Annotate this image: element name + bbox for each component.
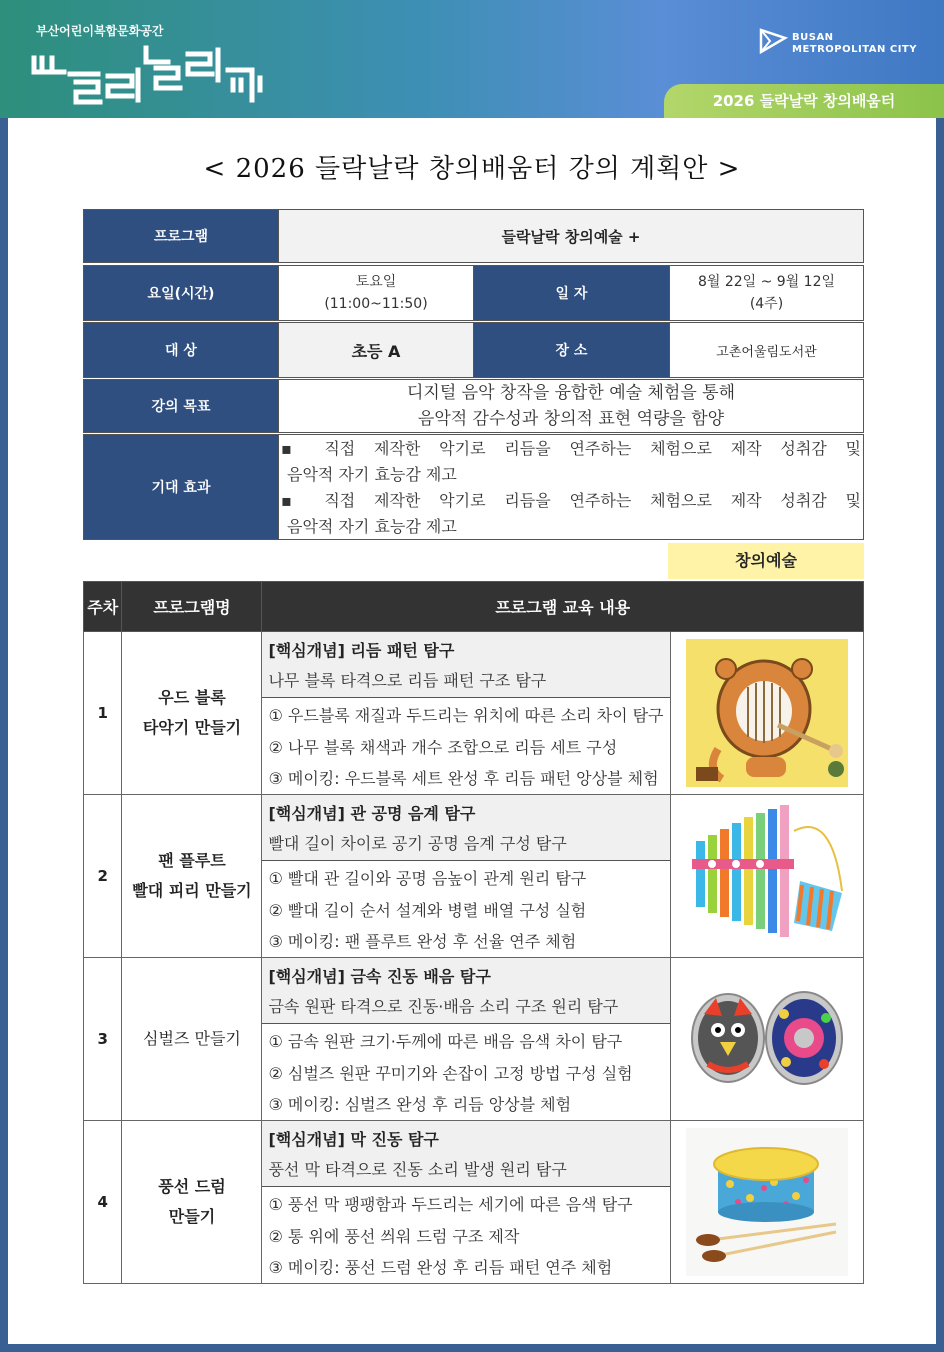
table-row [84,1121,864,1284]
step-2: ② 심벌즈 원판 꾸미기와 손잡이 고정 방법 구성 실험 [268,1063,633,1083]
busan-emblem-icon [758,26,788,56]
table-row [84,632,864,795]
effect2-line1: ▪ 직접 제작한 악기로 리듬을 연주하는 체험으로 제작 성취감 및 [281,491,861,510]
effect2-line2: 음악적 자기 효능감 제고 [287,517,457,536]
step-1: ① 금속 원판 크기·두께에 따른 배음 음색 차이 탐구 [268,1032,623,1051]
header-banner [0,0,944,118]
program-image [670,795,863,958]
step-2: ② 빨대 길이 순서 설계와 병렬 배열 구성 실험 [268,900,587,920]
goal-value [279,380,864,433]
effect-label: 기대 효과 [84,435,279,540]
date-value: 8월 22일 ~ 9월 12일 [697,274,836,290]
effect1-line2: 음악적 자기 효능감 제고 [287,465,457,484]
step-2: ② 통 위에 풍선 씌워 드럼 구조 제작 [268,1226,520,1246]
col-name: 프로그램명 [122,582,262,632]
time-value: (11:00~11:50) [324,296,428,312]
step-3: ③ 메이킹: 팬 플루트 완성 후 선율 연주 체험 [268,932,577,951]
program-image [670,958,863,1121]
goal-line2: 음악적 감수성과 창의적 표현 역량을 함양 [417,409,725,429]
week-number: 4 [84,1121,122,1284]
date-label: 일 자 [474,266,670,321]
info-goal [83,379,864,433]
core-concept: [핵심개념] 금속 진동 배음 탐구 [268,967,491,986]
step-3: ③ 메이킹: 풍선 드럼 완성 후 리듬 패턴 연주 체험 [268,1258,613,1277]
core-concept: [핵심개념] 막 진동 탐구 [268,1130,439,1149]
day-time-value [279,266,474,321]
program-name: 풍선 드럼 만들기 [122,1121,262,1284]
effect1-line1: ▪ 직접 제작한 악기로 리듬을 연주하는 체험으로 제작 성취감 및 [281,439,861,458]
pan-flute-icon [682,801,852,951]
program-content [262,632,670,795]
logo-text: 들락날락 [28,40,32,41]
step-1: ① 풍선 막 팽팽함과 두드리는 세기에 따른 음색 탐구 [268,1195,633,1214]
step-3: ③ 메이킹: 심벌즈 완성 후 리듬 앙상블 체험 [268,1095,572,1114]
program-name: 팬 플루트 빨대 피리 만들기 [122,795,262,958]
page-title: < 2026 들락날락 창의배움터 강의 계획안 > [203,154,741,184]
core-concept: [핵심개념] 리듬 패턴 탐구 [268,641,455,660]
concept-desc: 나무 블록 타격으로 리듬 패턴 구조 탐구 [268,671,547,690]
place-value: 고촌어울림도서관 [670,323,864,378]
target-value: 초등 A [279,323,474,378]
program-content [262,958,670,1121]
org-name: 부산어린이복합문화공간 [36,24,164,38]
program-image [670,1121,863,1284]
category-badge: 창의예술 [668,543,864,579]
table-header-row [84,582,864,632]
program-content [262,1121,670,1284]
step-2: ② 나무 블록 채색과 개수 조합으로 리듬 세트 구성 [268,737,618,757]
program-label: 프로그램 [84,210,279,263]
header-tag: 2026 들락날락 창의배움터 [664,84,944,118]
info-schedule [83,265,864,321]
step-1: ① 빨대 관 길이와 공명 음높이 관계 원리 탐구 [268,869,587,888]
step-3: ③ 메이킹: 우드블록 세트 완성 후 리듬 패턴 앙상블 체험 [268,769,659,788]
weeks-value: (4주) [749,296,784,312]
step-1: ① 우드블록 재질과 두드리는 위치에 따른 소리 차이 탐구 [268,706,664,725]
week-number: 3 [84,958,122,1121]
info-effect [83,434,864,540]
busan-line1: BUSAN [792,32,834,43]
info-program [83,209,864,263]
effect-value [279,435,864,540]
program-content [262,795,670,958]
goal-line1: 디지털 음악 창작을 융합한 예술 체험을 통해 [406,383,736,403]
core-concept: [핵심개념] 관 공명 음계 탐구 [268,804,476,823]
target-label: 대 상 [84,323,279,378]
table-row [84,958,864,1121]
busan-line2: METROPOLITAN CITY [792,44,917,55]
week-number: 1 [84,632,122,795]
col-content: 프로그램 교육 내용 [262,582,864,632]
day-label: 요일(시간) [84,266,279,321]
concept-desc: 빨대 길이 차이로 공기 공명 음계 구성 탐구 [268,834,567,853]
info-target [83,322,864,378]
program-value: 들락날락 창의예술 + [279,210,864,263]
place-label: 장 소 [474,323,670,378]
balloon-drum-icon [686,1128,848,1276]
program-name: 우드 블록 타악기 만들기 [122,632,262,795]
concept-desc: 금속 원판 타격으로 진동·배음 소리 구조 원리 탐구 [268,997,619,1016]
goal-label: 강의 목표 [84,380,279,433]
concept-desc: 풍선 막 타격으로 진동 소리 발생 원리 탐구 [268,1160,567,1179]
program-image [670,632,863,795]
day-value: 토요일 [355,274,397,290]
deullak-logo [28,40,268,110]
tiger-wood-block-icon [686,639,848,787]
busan-city-logo [758,26,918,62]
program-table [83,581,864,1284]
date-weeks-value [670,266,864,321]
col-week: 주차 [84,582,122,632]
program-name: 심벌즈 만들기 [122,958,262,1121]
table-row [84,795,864,958]
cymbals-icon [686,984,848,1094]
week-number: 2 [84,795,122,958]
